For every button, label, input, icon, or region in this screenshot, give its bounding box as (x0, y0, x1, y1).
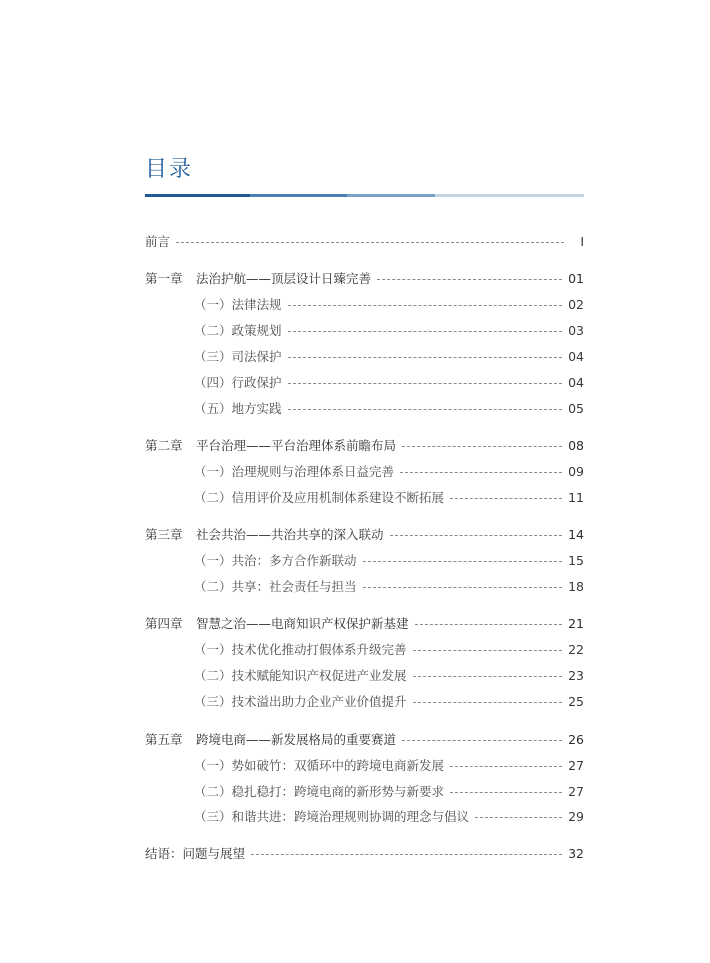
toc-page-number: 25 (568, 693, 584, 709)
toc-page-number: 03 (568, 322, 584, 338)
chapter-title: 跨境电商——新发展格局的重要赛道 (196, 732, 397, 747)
section-title: （二）稳扎稳打：跨境电商的新形势与新要求 (194, 784, 445, 799)
section-title: （一）技术优化推动打假体系升级完善 (194, 642, 407, 657)
dot-leader (176, 242, 564, 243)
toc-entry-section[interactable] (194, 372, 584, 392)
toc-entry-section[interactable] (194, 346, 584, 366)
toc-page-number: 09 (568, 463, 584, 479)
dot-leader (450, 792, 562, 793)
dot-leader (475, 817, 562, 818)
dot-leader (450, 766, 562, 767)
section-title: （一）共治：多方合作新联动 (194, 553, 357, 568)
dot-leader (288, 383, 563, 384)
toc-page-number: 05 (568, 400, 584, 416)
section-title: （三）和谐共进：跨境治理规则协调的理念与倡议 (194, 809, 470, 824)
toc-entry-section[interactable] (194, 398, 584, 418)
toc-entry-conclusion[interactable] (145, 843, 584, 863)
dot-leader (288, 409, 563, 410)
toc-page-number: 26 (568, 731, 584, 747)
title-underline (145, 194, 584, 197)
toc-entry-chapter-4[interactable] (145, 613, 584, 633)
section-title: （四）行政保护 (194, 375, 282, 390)
chapter-title: 法治护航——顶层设计日臻完善 (196, 271, 372, 286)
toc-page-number: 18 (568, 578, 584, 594)
dot-leader (251, 854, 562, 855)
toc-page-number: 04 (568, 348, 584, 364)
section-title: （一）法律法规 (194, 297, 282, 312)
toc-entry-chapter-5[interactable] (145, 729, 584, 749)
toc-page-number: 23 (568, 667, 584, 683)
dot-leader (402, 446, 562, 447)
dot-leader (390, 535, 563, 536)
toc-label: 结语：问题与展望 (145, 846, 246, 861)
toc-entry-section[interactable] (194, 691, 584, 711)
dot-leader (413, 676, 563, 677)
chapter-number: 第一章 (145, 271, 183, 286)
section-title: （二）技术赋能知识产权促进产业发展 (194, 668, 407, 683)
toc-page-number: 27 (568, 757, 584, 773)
toc-entry-section[interactable] (194, 320, 584, 340)
chapter-number: 第三章 (145, 527, 183, 542)
toc-entry-section[interactable] (194, 781, 584, 801)
dot-leader (288, 331, 563, 332)
dot-leader (400, 472, 562, 473)
chapter-number: 第二章 (145, 438, 183, 453)
toc-entry-section[interactable] (194, 576, 584, 596)
toc-entry-section[interactable] (194, 487, 584, 507)
dot-leader (363, 587, 563, 588)
toc-entry-section[interactable] (194, 806, 584, 826)
toc-page-number: 27 (568, 783, 584, 799)
section-title: （三）司法保护 (194, 349, 282, 364)
chapter-number: 第四章 (145, 616, 183, 631)
toc-entry-section[interactable] (194, 665, 584, 685)
dot-leader (363, 561, 563, 562)
toc-entry-section[interactable] (194, 461, 584, 481)
dot-leader (413, 702, 563, 703)
toc-page-number: 32 (568, 845, 584, 861)
page-title: 目录 (145, 157, 194, 182)
section-title: （一）势如破竹：双循环中的跨境电商新发展 (194, 758, 445, 773)
toc-page-number: 15 (568, 552, 584, 568)
toc-page-number: 29 (568, 808, 584, 824)
toc-page-number: 11 (568, 489, 584, 505)
dot-leader (402, 740, 562, 741)
toc-entry-chapter-3[interactable] (145, 524, 584, 544)
section-title: （二）信用评价及应用机制体系建设不断拓展 (194, 490, 445, 505)
toc-label: 前言 (145, 234, 171, 249)
section-title: （五）地方实践 (194, 401, 282, 416)
toc-entry-preface[interactable] (145, 231, 584, 251)
dot-leader (377, 279, 562, 280)
section-title: （二）共享：社会责任与担当 (194, 579, 357, 594)
dot-leader (450, 498, 562, 499)
toc-entry-section[interactable] (194, 294, 584, 314)
toc-entry-chapter-2[interactable] (145, 435, 584, 455)
toc-entry-section[interactable] (194, 755, 584, 775)
chapter-title: 社会共治——共治共享的深入联动 (196, 527, 384, 542)
toc-entry-section[interactable] (194, 639, 584, 659)
toc-page-number: 21 (568, 615, 584, 631)
dot-leader (288, 305, 563, 306)
section-title: （一）治理规则与治理体系日益完善 (194, 464, 395, 479)
chapter-number: 第五章 (145, 732, 183, 747)
toc-page-number: 22 (568, 641, 584, 657)
toc-page-number: 14 (568, 526, 584, 542)
section-title: （三）技术溢出助力企业产业价值提升 (194, 694, 407, 709)
chapter-title: 智慧之治——电商知识产权保护新基建 (196, 616, 409, 631)
section-title: （二）政策规划 (194, 323, 282, 338)
dot-leader (413, 650, 563, 651)
toc-page-number: I (580, 233, 584, 249)
toc-page-number: 08 (568, 437, 584, 453)
toc-page-number: 01 (568, 270, 584, 286)
toc-entry-section[interactable] (194, 550, 584, 570)
toc-page-number: 02 (568, 296, 584, 312)
dot-leader (415, 624, 563, 625)
toc-page-number: 04 (568, 374, 584, 390)
chapter-title: 平台治理——平台治理体系前瞻布局 (196, 438, 397, 453)
dot-leader (288, 357, 563, 358)
toc-entry-chapter-1[interactable] (145, 268, 584, 288)
